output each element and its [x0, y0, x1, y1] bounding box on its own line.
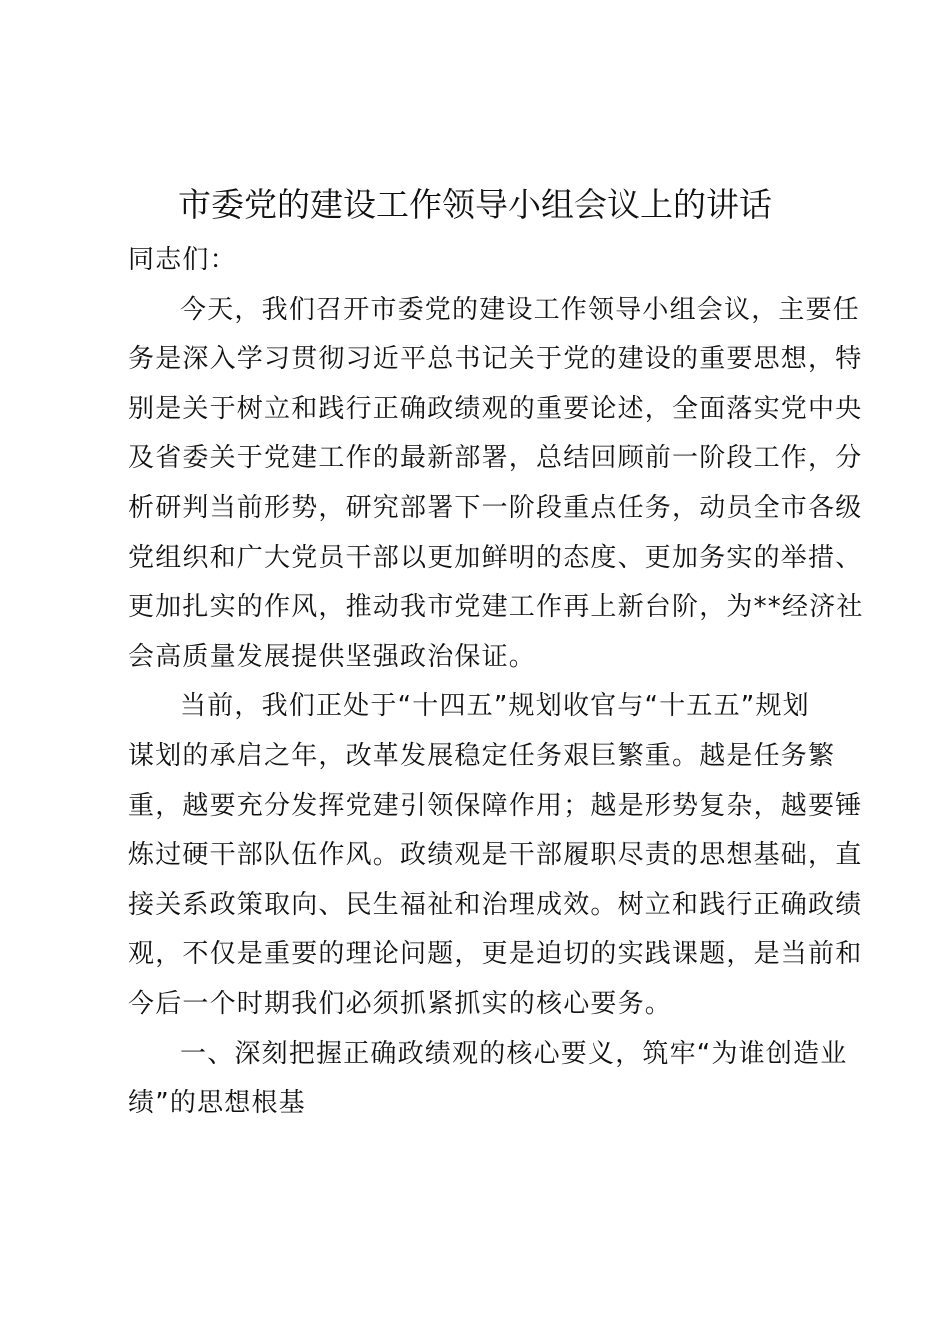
paragraph-line: 观，不仅是重要的理论问题，更是迫切的实践课题，是当前和: [128, 939, 863, 970]
paragraph-line: 更加扎实的作风，推动我市党建工作再上新台阶，为**经济社: [128, 592, 864, 623]
paragraph-line: 析研判当前形势，研究部署下一阶段重点任务，动员全市各级: [128, 492, 863, 523]
paragraph-line: 党组织和广大党员干部以更加鲜明的态度、更加务实的举措、: [128, 542, 863, 573]
document-title: 市委党的建设工作领导小组会议上的讲话: [178, 185, 772, 224]
paragraph-line: 务是深入学习贯彻习近平总书记关于党的建设的重要思想，特: [128, 344, 863, 375]
paragraph-line: 重，越要充分发挥党建引领保障作用；越是形势复杂，越要锤: [128, 790, 863, 821]
paragraph-context: [128, 682, 863, 1029]
paragraph-line: 今天，我们召开市委党的建设工作领导小组会议，主要任: [180, 294, 861, 325]
paragraph-line: 今后一个时期我们必须抓紧抓实的核心要务。: [128, 988, 673, 1019]
salutation: 同志们：: [128, 245, 237, 275]
paragraph-line: 当前，我们正处于“十四五”规划收官与“十五五”规划: [180, 691, 810, 722]
paragraph-line: 谋划的承启之年，改革发展稳定任务艰巨繁重。越是任务繁: [128, 740, 836, 771]
paragraph-line: 炼过硬干部队伍作风。政绩观是干部履职尽责的思想基础，直: [128, 840, 863, 871]
paragraph-line: 及省委关于党建工作的最新部署，总结回顾前一阶段工作，分: [128, 443, 863, 474]
section-heading-line: 一、深刻把握正确政绩观的核心要义，筑牢“为谁创造业: [180, 1038, 848, 1069]
section-heading-line: 绩”的思想根基: [128, 1088, 306, 1119]
paragraph-opening: [128, 286, 864, 683]
paragraph-line: 接关系政策取向、民生福祉和治理成效。树立和践行正确政绩: [128, 889, 863, 920]
document-body: [128, 236, 864, 1129]
paragraph-line: 别是关于树立和践行正确政绩观的重要论述，全面落实党中央: [128, 393, 863, 424]
paragraph-line: 会高质量发展提供坚强政治保证。: [128, 641, 537, 672]
section-heading: [128, 1030, 848, 1129]
